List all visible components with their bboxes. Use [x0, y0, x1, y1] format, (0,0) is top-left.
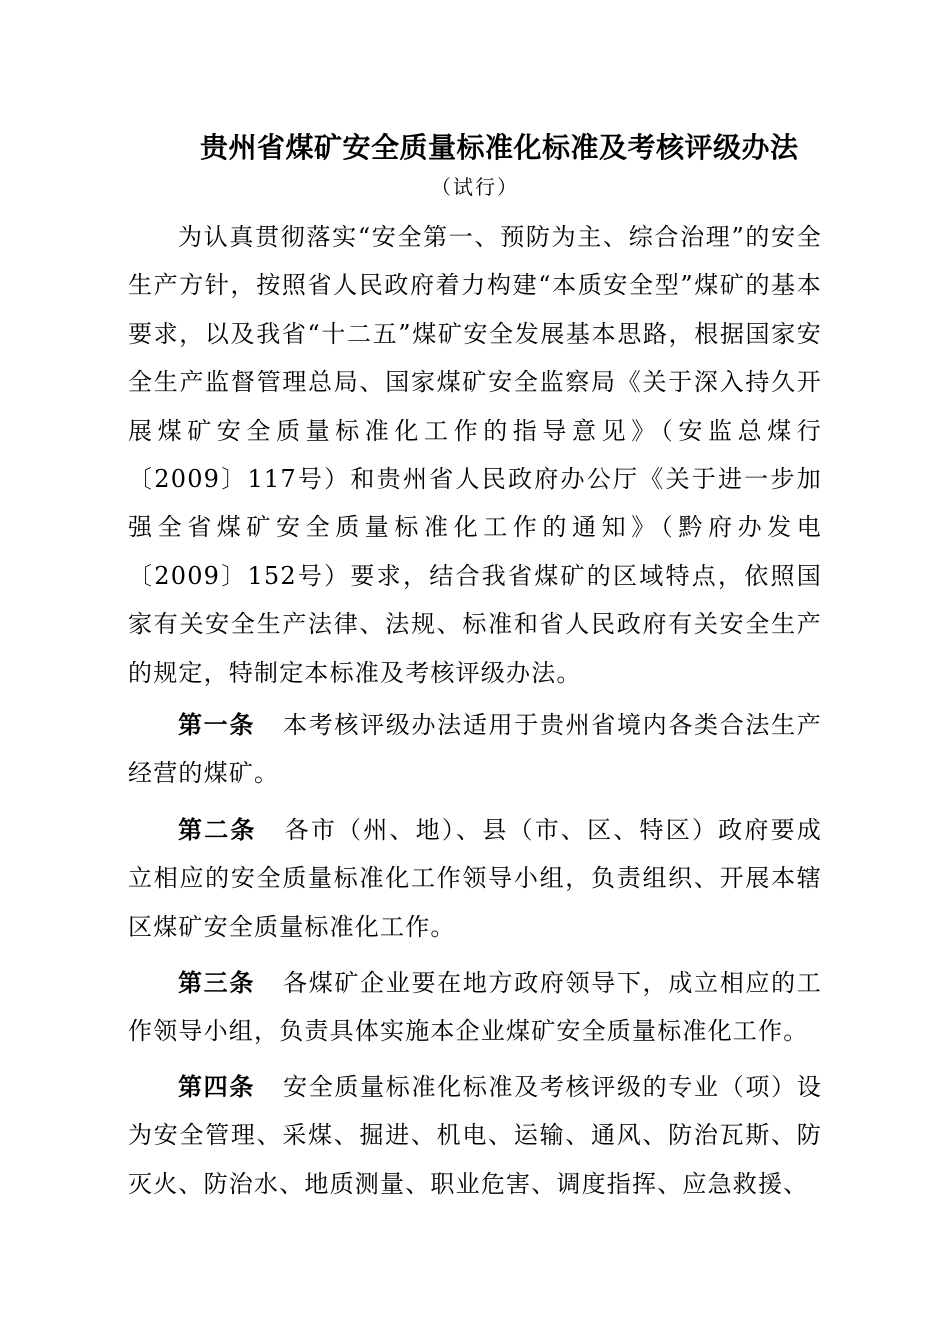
intro-paragraph: 为认真贯彻落实“安全第一、预防为主、综合治理”的安全生产方针，按照省人民政府着力构建“本质安全型”煤矿的基本要求，以及我省“十二五”煤矿安全发展基本思路，根据国家安全生产监督管理总局、国家煤矿安全监察局《关于深入持久开展煤矿安全质量标准化工作的指导意见》（安监总煤行〔2009〕117号）和贵州省人民政府办公厅《关于进一步加强全省煤矿安全质量标准化工作的通知》（黔府办发电〔2009〕152号）要求，结合我省煤矿的区域特点，依照国家有关安全生产法律、法规、标准和省人民政府有关安全生产的规定，特制定本标准及考核评级办法。	[128, 223, 822, 687]
article-3-text: 各煤矿企业要在地方政府领导下，成立相应的工作领导小组，负责具体实施本企业煤矿安全质量标准化工作。	[128, 969, 822, 1046]
article-1-heading: 第一条	[178, 711, 256, 739]
article-1	[128, 701, 822, 798]
document-subtitle: （试行）	[431, 175, 519, 199]
article-4-heading: 第四条	[178, 1073, 256, 1101]
article-4-text: 安全质量标准化标准及考核评级的专业（项）设为安全管理、采煤、掘进、机电、运输、通风、防治瓦斯、防灭火、防治水、地质测量、职业危害、调度指挥、应急救援、	[128, 1073, 822, 1198]
article-3	[128, 959, 822, 1056]
article-3-heading: 第三条	[178, 969, 256, 997]
article-2	[128, 806, 822, 951]
article-1-text: 本考核评级办法适用于贵州省境内各类合法生产经营的煤矿。	[128, 711, 822, 788]
article-2-heading: 第二条	[178, 816, 257, 844]
document-title: 贵州省煤矿安全质量标准化标准及考核评级办法	[200, 131, 799, 164]
article-4	[128, 1063, 822, 1208]
article-2-text: 各市（州、地）、县（市、区、特区）政府要成立相应的安全质量标准化工作领导小组，负责组织、开展本辖区煤矿安全质量标准化工作。	[128, 816, 822, 941]
